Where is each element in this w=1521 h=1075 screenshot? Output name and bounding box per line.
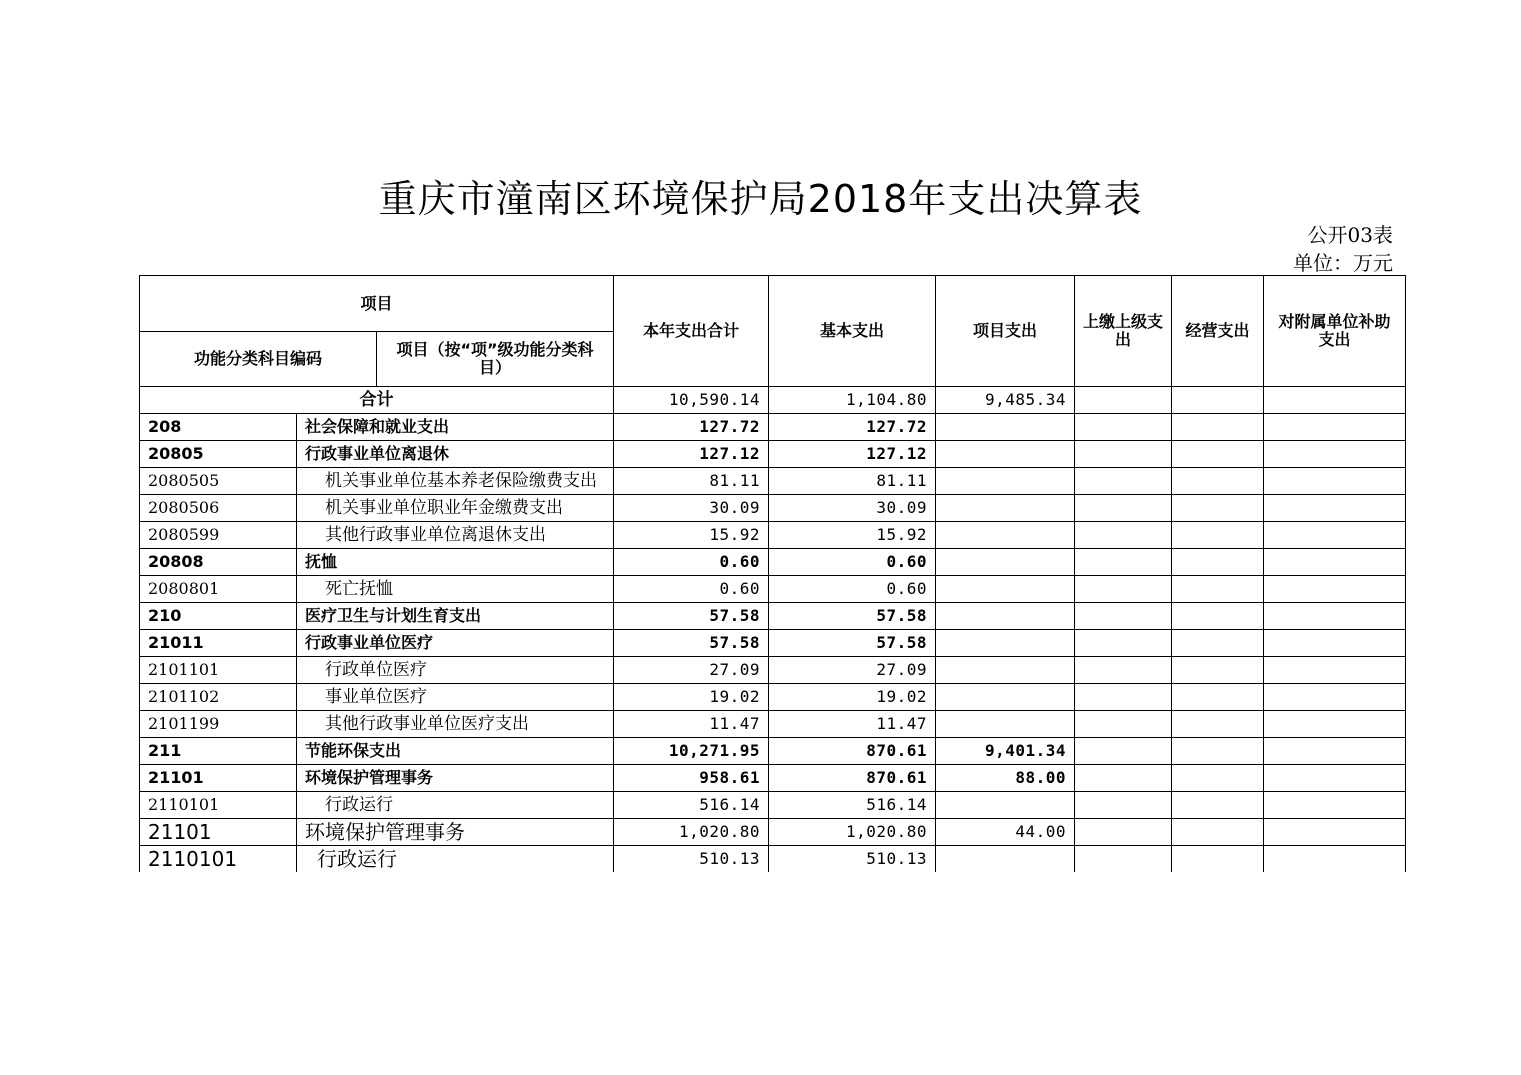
table-row [140,522,1406,549]
row-upper [1075,468,1172,495]
row-business [1172,468,1264,495]
row-code: 2101102 [140,684,297,711]
header-subsidy: 对附属单位补助支出 [1264,276,1406,387]
row-total: 81.11 [614,468,769,495]
row-name: 节能环保支出 [297,738,614,765]
row-basic: 1,020.80 [769,819,936,846]
total-upper [1075,387,1172,414]
row-code: 210 [140,603,297,630]
row-total: 30.09 [614,495,769,522]
row-name: 其他行政事业单位医疗支出 [297,711,614,738]
row-project [936,468,1075,495]
table-row [140,657,1406,684]
row-basic: 870.61 [769,738,936,765]
row-total: 958.61 [614,765,769,792]
row-business [1172,414,1264,441]
expenditure-table [139,275,1406,872]
row-name: 环境保护管理事务 [297,765,614,792]
row-code: 21011 [140,630,297,657]
row-subsidy [1264,630,1406,657]
row-name: 机关事业单位基本养老保险缴费支出 [297,468,614,495]
row-basic: 57.58 [769,603,936,630]
row-name: 事业单位医疗 [297,684,614,711]
row-business [1172,711,1264,738]
total-row [140,387,1406,414]
row-name: 行政运行 [297,846,614,873]
row-upper [1075,657,1172,684]
row-total: 0.60 [614,576,769,603]
row-total: 19.02 [614,684,769,711]
row-name: 行政运行 [297,792,614,819]
row-upper [1075,441,1172,468]
row-subsidy [1264,792,1406,819]
row-business [1172,657,1264,684]
row-name: 社会保障和就业支出 [297,414,614,441]
row-upper [1075,414,1172,441]
row-basic: 11.47 [769,711,936,738]
row-code: 20805 [140,441,297,468]
row-subsidy [1264,549,1406,576]
row-project: 9,401.34 [936,738,1075,765]
row-business [1172,630,1264,657]
row-subsidy [1264,765,1406,792]
table-row [140,765,1406,792]
unit-label: 单位：万元 [1293,251,1393,275]
row-project [936,522,1075,549]
table-row [140,738,1406,765]
row-subsidy [1264,711,1406,738]
row-basic: 510.13 [769,846,936,873]
row-upper [1075,603,1172,630]
row-business [1172,684,1264,711]
row-total: 1,020.80 [614,819,769,846]
header-business: 经营支出 [1172,276,1264,387]
row-total: 127.72 [614,414,769,441]
header-project-expense: 项目支出 [936,276,1075,387]
table-row [140,819,1406,846]
row-subsidy [1264,522,1406,549]
row-total: 127.12 [614,441,769,468]
row-subsidy [1264,414,1406,441]
row-total: 57.58 [614,603,769,630]
row-basic: 30.09 [769,495,936,522]
row-project [936,414,1075,441]
header-basic: 基本支出 [769,276,936,387]
row-business [1172,522,1264,549]
row-business [1172,738,1264,765]
total-basic: 1,104.80 [769,387,936,414]
row-basic: 127.72 [769,414,936,441]
row-subsidy [1264,657,1406,684]
row-upper [1075,846,1172,873]
row-basic: 870.61 [769,765,936,792]
row-code: 2080506 [140,495,297,522]
total-label: 合计 [140,387,614,414]
row-code: 21101 [140,765,297,792]
row-subsidy [1264,819,1406,846]
row-code: 21101 [140,819,297,846]
row-basic: 15.92 [769,522,936,549]
row-upper [1075,684,1172,711]
row-business [1172,819,1264,846]
row-upper [1075,630,1172,657]
table-row [140,711,1406,738]
row-total: 27.09 [614,657,769,684]
total-business [1172,387,1264,414]
row-project [936,576,1075,603]
row-upper [1075,576,1172,603]
row-subsidy [1264,495,1406,522]
row-name: 死亡抚恤 [297,576,614,603]
row-subsidy [1264,738,1406,765]
table-row [140,549,1406,576]
row-subsidy [1264,441,1406,468]
row-code: 2101199 [140,711,297,738]
row-basic: 0.60 [769,576,936,603]
row-name: 行政事业单位医疗 [297,630,614,657]
row-basic: 27.09 [769,657,936,684]
row-project [936,441,1075,468]
row-code: 211 [140,738,297,765]
row-subsidy [1264,576,1406,603]
row-basic: 19.02 [769,684,936,711]
row-name: 医疗卫生与计划生育支出 [297,603,614,630]
page-title: 重庆市潼南区环境保护局2018年支出决算表 [378,177,1143,221]
header-total: 本年支出合计 [614,276,769,387]
row-basic: 57.58 [769,630,936,657]
row-code: 20808 [140,549,297,576]
row-total: 57.58 [614,630,769,657]
row-business [1172,792,1264,819]
total-subsidy [1264,387,1406,414]
table-row [140,792,1406,819]
row-project [936,495,1075,522]
row-upper [1075,711,1172,738]
row-project: 88.00 [936,765,1075,792]
header-row-1 [140,276,1406,332]
row-project: 44.00 [936,819,1075,846]
row-basic: 516.14 [769,792,936,819]
table-row [140,603,1406,630]
row-name: 抚恤 [297,549,614,576]
row-business [1172,549,1264,576]
row-project [936,657,1075,684]
row-upper [1075,738,1172,765]
table-row [140,684,1406,711]
row-project [936,846,1075,873]
row-project [936,630,1075,657]
header-upper-remit: 上缴上级支出 [1075,276,1172,387]
row-basic: 81.11 [769,468,936,495]
row-basic: 0.60 [769,549,936,576]
row-total: 0.60 [614,549,769,576]
row-subsidy [1264,846,1406,873]
table-row [140,630,1406,657]
table-row [140,468,1406,495]
header-project: 项目 [140,276,614,332]
row-project [936,549,1075,576]
row-business [1172,603,1264,630]
row-total: 15.92 [614,522,769,549]
table-code: 公开03表 [1307,223,1393,247]
row-upper [1075,765,1172,792]
row-total: 11.47 [614,711,769,738]
total-project: 9,485.34 [936,387,1075,414]
row-business [1172,576,1264,603]
table-row [140,495,1406,522]
row-project [936,603,1075,630]
row-total: 510.13 [614,846,769,873]
row-total: 516.14 [614,792,769,819]
row-code: 2110101 [140,846,297,873]
row-subsidy [1264,603,1406,630]
row-name: 行政单位医疗 [297,657,614,684]
row-name: 其他行政事业单位离退休支出 [297,522,614,549]
row-upper [1075,819,1172,846]
row-code: 2101101 [140,657,297,684]
row-basic: 127.12 [769,441,936,468]
row-upper [1075,495,1172,522]
row-upper [1075,522,1172,549]
row-project [936,684,1075,711]
row-name: 行政事业单位离退休 [297,441,614,468]
row-name: 机关事业单位职业年金缴费支出 [297,495,614,522]
row-code: 208 [140,414,297,441]
row-code: 2110101 [140,792,297,819]
header-name: 项目（按“项”级功能分类科目） [377,332,614,387]
row-business [1172,846,1264,873]
table-row [140,414,1406,441]
row-subsidy [1264,468,1406,495]
table-row [140,441,1406,468]
row-total: 10,271.95 [614,738,769,765]
table-row [140,846,1406,873]
row-business [1172,765,1264,792]
total-amount: 10,590.14 [614,387,769,414]
row-project [936,792,1075,819]
header-code: 功能分类科目编码 [140,332,377,387]
row-code: 2080801 [140,576,297,603]
row-name: 环境保护管理事务 [297,819,614,846]
row-subsidy [1264,684,1406,711]
row-code: 2080599 [140,522,297,549]
row-project [936,711,1075,738]
row-business [1172,441,1264,468]
table-row [140,576,1406,603]
row-upper [1075,549,1172,576]
row-code: 2080505 [140,468,297,495]
row-upper [1075,792,1172,819]
row-business [1172,495,1264,522]
